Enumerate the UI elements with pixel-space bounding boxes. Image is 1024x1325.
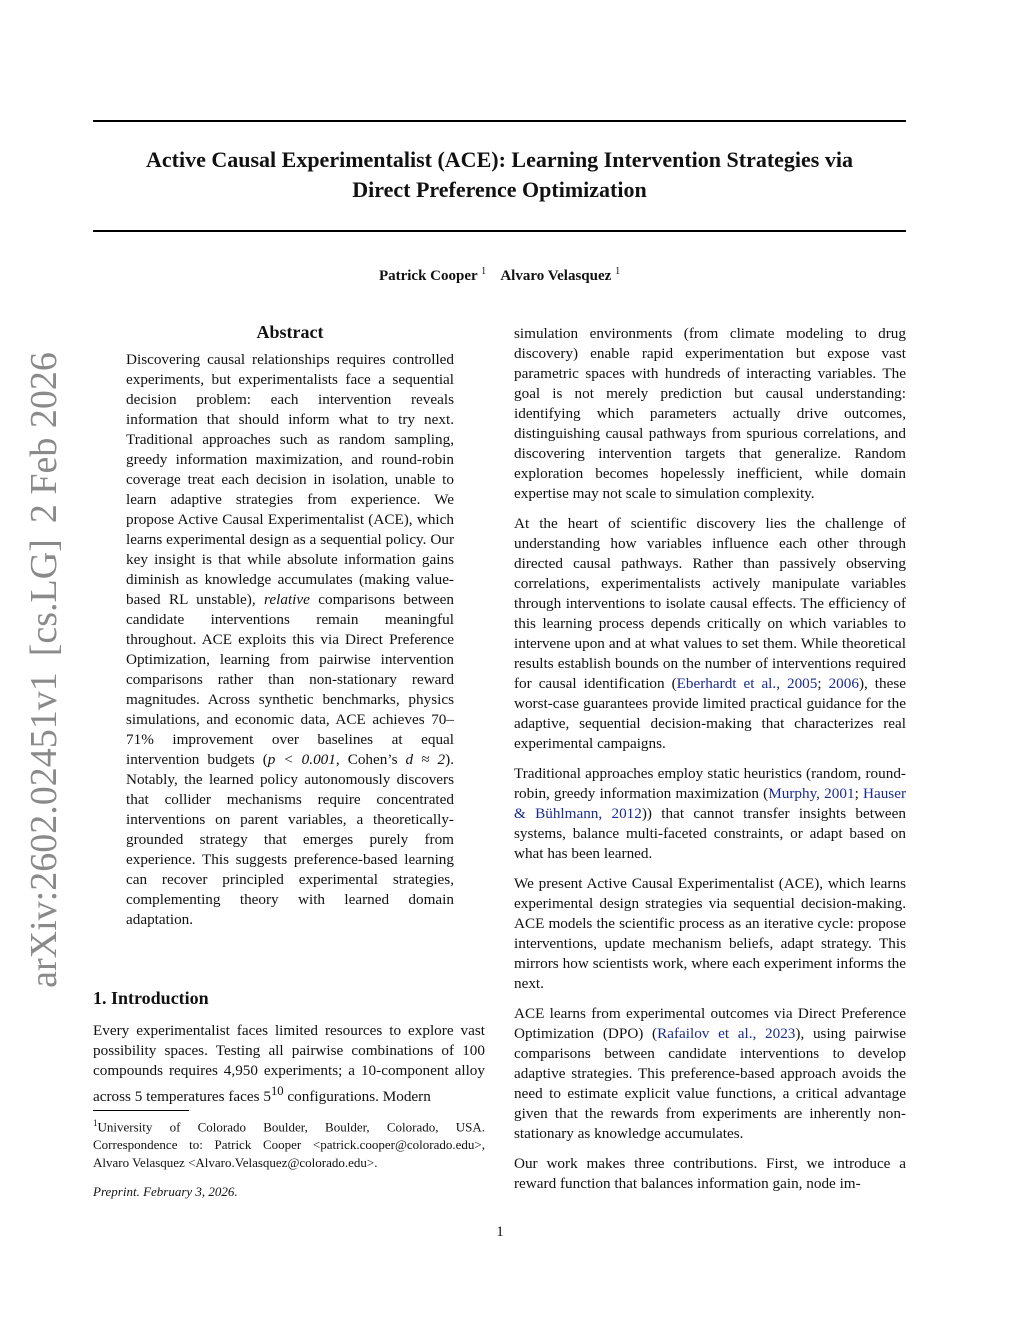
paragraph: We present Active Causal Experimentalist (ACE), which learns experimental design strategies via sequential decision-making. ACE models the scientific process as an iterative cycle: propose interventions, update mechanism beliefs, adapt strategy. This mirrors how scientists work, where each experiment informs the next. [514,875,906,992]
author-list [93,266,906,285]
abstract-heading: Abstract [256,322,324,342]
arxiv-id: arXiv:2602.02451v1 [23,672,65,988]
citation-link[interactable]: Eberhardt et al., 2005 [676,675,818,692]
footnote-rule [93,1110,189,1111]
arxiv-sidebar-stamp [14,220,74,1120]
effect-size: d ≈ 2 [405,751,446,768]
affiliation-mark: 1 [615,266,621,277]
footnote: $^1$University of Colorado Boulder, Boulder, Colorado, USA. Correspondence to: Patrick Cooper <patrick.cooper@colorado.edu>, Alvaro Velasquez <Alvaro.Velasquez@colorado.edu>. [93,1118,485,1171]
footnote-mark: 1 [93,1118,98,1128]
affiliation-mark: 1 [481,266,487,277]
paragraph: At the heart of scientific discovery lies the challenge of understanding how variables influence each other through directed causal pathways. Rather than passively observing correlations, experimentalists actively manipulate variables through interventions to isolate causal effects. The efficiency of this learning process depends critically on which variables to intervene upon and at what values to set them. While theoretical results establish bounds on the number of interventions required for causal identification (Eberhardt et al., 2005; 2006), these worst-case guarantees provide limited practical guidance for the adaptive, sequential decision-making that characterizes real experimental campaigns. [514,515,906,752]
preprint-note: Preprint. February 3, 2026. [93,1184,238,1199]
p-value: p < 0.001 [267,751,336,768]
title-top-rule [93,120,906,122]
page-number: 1 [496,1224,504,1240]
citation-link[interactable]: Hauser & Bühlmann, 2012 [514,785,906,822]
paragraph: simulation environments (from climate modeling to drug discovery) enable rapid experimentation but expose vast parametric spaces with hundreds of interacting variables. The goal is not merely prediction but causal understanding: identifying which parameters actually drive outcomes, distinguishing causal pathways from spurious correlations, and discovering intervention targets that generalize. Random exploration becomes hopelessly inefficient, while domain expertise may not scale to simulation complexity. [514,325,906,502]
paragraph: Our work makes three contributions. First, we introduce a reward function that balances information gain, node im- [514,1155,906,1192]
title-line-2: Direct Preference Optimization [352,177,647,202]
right-column [514,324,906,1204]
paragraph: Traditional approaches employ static heuristics (random, round-robin, greedy information maximization (Murphy, 2001; Hauser & Bühlmann, 2012)) that cannot transfer insights between systems, balance multi-faceted constraints, or adapt based on what has been learned. [514,765,907,862]
citation-link[interactable]: Murphy, 2001 [768,785,855,802]
emphasis: relative [264,591,310,608]
citation-link[interactable]: 2006 [828,675,859,692]
title-bottom-rule [93,230,906,232]
citation-link[interactable]: Rafailov et al., 2023 [657,1025,796,1042]
paper-title [93,145,906,205]
author-name: Alvaro Velasquez [500,268,612,284]
arxiv-date: 2 Feb 2026 [23,352,65,524]
abstract-text: Discovering causal relationships requires controlled experiments, but experimentalists face a sequential decision problem: each intervention reveals information that should inform what to try next. Traditional approaches such as random sampling, greedy information maximization, and round-robin coverage treat each decision in isolation, unable to learn adaptive strategies from experience. We propose Active Causal Experimentalist (ACE), which learns experimental design as a sequential policy. Our key insight is that while absolute information gains diminish as knowledge accumulates (making value-based RL unstable), relative comparisons between candidate interventions remain meaningful throughout. ACE exploits this via Direct Preference Optimization, learning from pairwise intervention comparisons rather than non-stationary reward magnitudes. Across synthetic benchmarks, physics simulations, and economic data, ACE achieves 70–71% improvement over baselines at equal intervention budgets (p < 0.001, Cohen’s d ≈ 2). Notably, the learned policy autonomously discovers that collider mechanisms require concentrated interventions on parent variables, a theoretically-grounded strategy that emerges purely from experience. This suggests preference-based learning can recover principled experimental strategies, complementing theory with learned domain adaptation. [126,351,455,928]
title-line-1: Active Causal Experimentalist (ACE): Learning Intervention Strategies via [146,147,853,172]
author-name: Patrick Cooper [378,268,478,284]
section-heading-introduction: 1. Introduction [93,988,209,1008]
intro-paragraph: Every experimentalist faces limited resources to explore vast possibility spaces. Testing all pairwise combinations of 100 compounds requires 4,950 experiments; a 10-component alloy across 5 temperatures faces $5^{10}$ configurations. Modern [93,1022,485,1106]
arxiv-category: [cs.LG] [23,539,65,657]
paragraph: ACE learns from experimental outcomes via Direct Preference Optimization (DPO) (Rafailov et al., 2023), using pairwise comparisons between candidate interventions to develop adaptive strategies. This preference-based approach avoids the need to estimate explicit value functions, a critical advantage given that the rewards from experiments are inherently non-stationary as knowledge accumulates. [514,1005,907,1142]
